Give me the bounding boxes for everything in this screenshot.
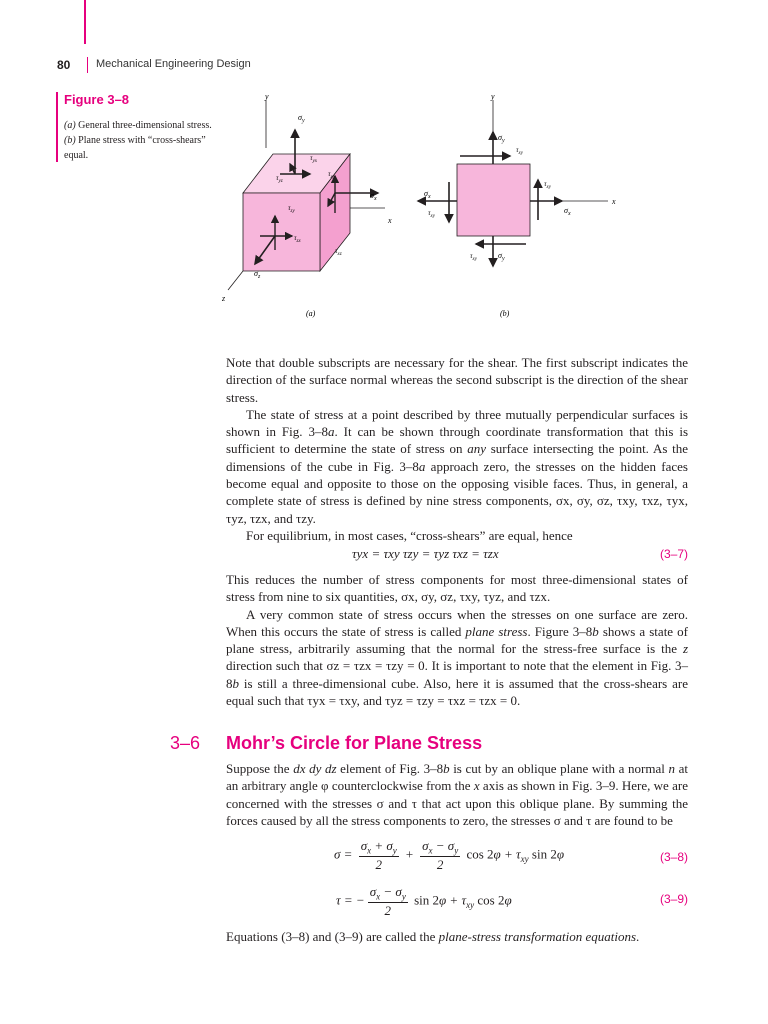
stress-element-figure: [210, 88, 630, 323]
paragraph: Equations (3–8) and (3–9) are called the plane-stress transformation equations.: [226, 929, 640, 944]
body-block-4: [226, 928, 688, 945]
svg-text:τyx: $\tau_{yx}$: [310, 154, 317, 164]
equation-body: τyx = τxy τzy = τyz τxz = τzx: [352, 546, 499, 561]
svg-text:τxy: $\tau_{xy}$: [544, 180, 551, 190]
figure-caption-bar: [56, 92, 58, 162]
paragraph: The state of stress at a point described by three mutually perpendicular surfaces is shown in Fig. 3–8a. It can be shown through coordinate transformation that this is sufficient to determine the state of stress on any surface intersecting the point. As the dimensions of the cube in Fig. 3–8a approach zero, the stresses on the hidden faces become equal and opposite to those on the opposing visible faces. Thus, in general, a complete state of stress is defined by nine stress components, σx, σy, σz, τxy, τxz, τyx, τyz, τzx, and τzy.: [226, 406, 689, 526]
svg-text:σx: $\sigma_x$: [564, 206, 571, 217]
section-number: 3–6: [170, 733, 201, 753]
svg-text:τzx: $\tau_{zx}$: [294, 234, 301, 244]
header-separator: [87, 57, 88, 73]
body-block-2: [226, 571, 688, 709]
paragraph: Note that double subscripts are necessary for the shear. The first subscript indicates the direction of the surface normal whereas the second subscript is the direction of the shear stress.: [226, 355, 688, 405]
body-block-1: [226, 354, 688, 544]
figure-caption: (a) General three-dimensional stress. (b) Plane stress with “cross-shears” equal.: [64, 120, 212, 161]
equation-3-7: [226, 545, 688, 567]
equation-number: (3–8): [659, 850, 688, 864]
y-axis-label-a: y: [265, 92, 269, 101]
paragraph: Suppose the dx dy dz element of Fig. 3–8b is cut by an oblique plane with a normal n at an arbitrary angle φ counterclockwise from the x axis as shown in Fig. 3–9. Here, we are concerned with the stresses σ and τ that act upon this oblique plane. By summing the forces caused by all the stress components to zero, the stresses σ and τ are found to be: [226, 761, 688, 828]
equation-number: (3–9): [659, 892, 688, 906]
svg-text:σz: $\sigma_z$: [254, 269, 261, 280]
page-number: 80: [57, 58, 71, 72]
section-title: Mohr’s Circle for Plane Stress: [226, 733, 483, 753]
equation-number: (3–7): [659, 547, 688, 561]
y-axis-label-b: y: [491, 92, 495, 101]
figure-title: Figure 3–8: [64, 92, 130, 107]
z-axis-label-a: z: [222, 294, 226, 303]
svg-text:τxy: $\tau_{xy}$: [328, 170, 335, 180]
svg-text:τxy: $\tau_{xy}$: [428, 209, 435, 219]
svg-text:σx: $\sigma_x$: [370, 191, 377, 202]
equation-3-9: [226, 884, 688, 924]
equation-body: τ = − $\frac{\sigma_x - \sigma_y}{2}$ $\sin 2\varphi + \tau_{xy}$ cos 2φ: [336, 884, 512, 918]
paragraph: A very common state of stress occurs when the stresses on one surface are zero. When this occurs the state of stress is called plane stress. Figure 3–8b shows a state of plane stress, arbitrarily assuming that the normal for the stress-free surface is the z direction such that σz = τzx = τzy = 0. It is important to note that the element in Fig. 3–8b is still a three-dimensional cube. Also, here it is assumed that the cross-shears are equal such that τyx = τxy, and τyz = τzy = τxz = τzx = 0.: [226, 606, 688, 709]
svg-text:τxz: $\tau_{xz}$: [335, 247, 342, 257]
paragraph: For equilibrium, in most cases, “cross-shears” are equal, hence: [246, 527, 573, 543]
svg-text:τzy: $\tau_{zy}$: [288, 204, 295, 214]
panel-b-label: (b): [500, 309, 510, 318]
body-block-3: [226, 760, 688, 829]
cube-3d: [221, 92, 392, 318]
svg-text:σy: $\sigma_y$: [498, 133, 505, 144]
equation-body: σ = $\frac{\sigma_x + \sigma_y}{2}$ + $\frac{\sigma_x - \sigma_y}{2}$ $\cos 2\varphi + \tau_{xy}$ sin 2φ: [334, 838, 565, 872]
margin-rule: [84, 0, 86, 44]
plane-stress-element: [418, 92, 616, 318]
x-axis-label-b: x: [612, 197, 616, 206]
equation-3-8: [226, 838, 688, 878]
svg-text:τxy: $\tau_{xy}$: [470, 252, 477, 262]
running-head: Mechanical Engineering Design: [96, 58, 251, 70]
svg-text:σy: $\sigma_y$: [498, 251, 505, 262]
stress-square: [457, 164, 530, 236]
svg-text:σy: $\sigma_y$: [298, 113, 305, 124]
panel-a-label: (a): [306, 309, 316, 318]
cube-front-face: [243, 193, 320, 271]
x-axis-label-a: x: [388, 216, 392, 225]
svg-text:σx: $\sigma_x$: [424, 189, 431, 200]
svg-text:τxy: $\tau_{xy}$: [516, 146, 523, 156]
svg-text:τyz: $\tau_{yz}$: [276, 174, 283, 184]
paragraph: This reduces the number of stress components for most three-dimensional states of stress from nine to six quantities, σx, σy, σz, τxy, τyz, and τzx.: [226, 572, 688, 605]
